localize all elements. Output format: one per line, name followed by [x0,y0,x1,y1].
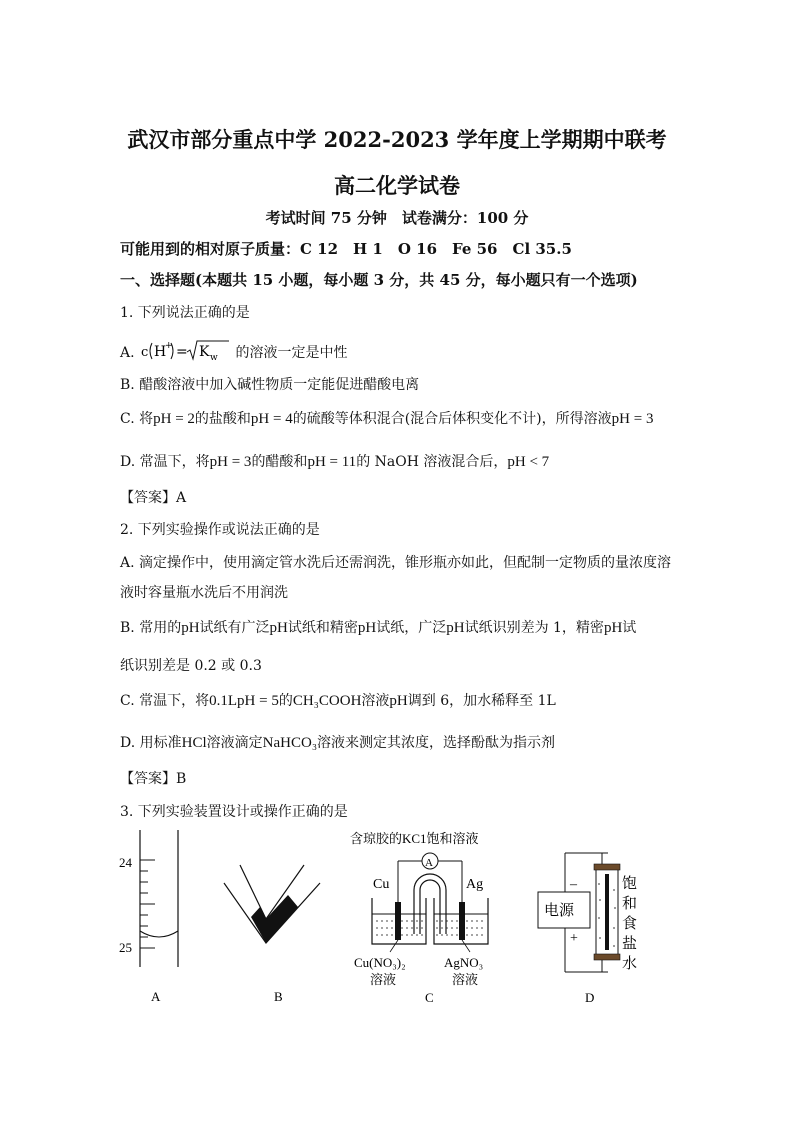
svg-text:w: w [210,353,218,363]
q1-option-a [120,338,347,364]
q2-b-ph-3: pH [357,620,377,636]
q2-b-part5: 试纸识别差为 1，精密 [464,620,604,636]
exam-title: 武汉市部分重点中学 2022-2023 学年度上学期期中联考 [127,127,667,152]
right-metal-label: Ag [466,877,484,892]
left-solution-formula: Cu(NO₃)₂ [354,955,406,970]
q2-b-ph-1: pH [181,620,200,636]
q2-b-ph-5: pH [603,620,623,636]
figure-a-label: A [151,989,161,1004]
liquid-label-3: 食 [622,916,638,932]
q1-c-ph3: pH = 3 [611,411,654,427]
exam-info: 考试时间 75 分钟 试卷满分：100 分 [265,209,529,227]
q2-c-part3: 溶液 [361,693,390,709]
liquid-label-5: 水 [622,956,638,972]
q1-d-ph3: pH = 3 [209,454,252,470]
q2-c-ph: pH [389,693,408,709]
minus-sign: – [570,877,577,892]
q2-b-part2: 试纸有广泛 [199,620,270,636]
svg-text:c: c [141,345,149,360]
left-solution-word: 溶液 [370,972,397,987]
q3-stem: 3. 下列实验装置设计或操作正确的是 [120,804,348,820]
liquid-label-1: 饱 [622,876,638,892]
q2-answer: 【答案】B [120,771,187,787]
figure-a-burette [115,825,195,1014]
svg-text:K: K [199,344,210,360]
burette-tick-25: 25 [119,940,132,955]
q1-a-text: 的溶液一定是中性 [235,345,348,361]
q1-d-ph11: pH = 11 [307,454,357,470]
q2-c-part2: 的 [278,693,293,709]
q1-c-part1: C. 将 [120,411,154,427]
q1-option-b: B. 醋酸溶液中加入碱性物质一定能促进醋酸电离 [120,377,420,393]
q2-b-part4: 试纸，广泛 [376,620,447,636]
liquid-label-2: 和 [622,896,638,912]
q2-b-ph-4: pH [446,620,465,636]
q1-c-ph2: pH = 2 [153,411,195,427]
q2-stem: 2. 下列实验操作或说法正确的是 [120,522,320,538]
right-solution-formula: AgNO₃ [444,955,484,970]
q2-b-part3: 试纸和精密 [287,620,358,636]
q1-c-part2: 的盐酸和 [194,411,251,427]
power-source-label: 电源 [544,903,575,919]
q1-a-prefix: A. [120,345,135,361]
q2-b-part6: 试 [622,620,637,636]
right-solution-word: 溶液 [452,972,479,987]
q2-option-c [120,690,556,710]
q2-option-a-line1: A. 滴定操作中，使用滴定管水洗后还需润洗，锥形瓶亦如此，但配制一定物质的量浓度溶 [120,555,672,571]
q1-stem: 1. 下列说法正确的是 [120,305,250,321]
q1-d-part2: 的醋酸和 [251,454,308,470]
q1-c-part3: 的硫酸等体积混合(混合后体积变化不计)，所得溶液 [292,411,612,427]
plus-sign: + [570,931,578,946]
figure-d-label: D [585,990,595,1005]
svg-text:H: H [154,344,167,360]
section-heading: 一、选择题(本题共 15 小题，每小题 3 分，共 45 分，每小题只有一个选项) [120,271,638,289]
figure-b-tube [218,855,328,1014]
ammeter-label: A [425,857,433,869]
burette-tick-24: 24 [119,855,132,870]
q2-b-ph-2: pH [269,620,288,636]
liquid-label-4: 盐 [622,936,638,952]
q2-d-part1: D. 用标准 [120,735,182,751]
q2-d-hcl: HCl [181,735,207,751]
left-metal-label: Cu [373,877,390,892]
q1-c-ph4: pH = 4 [250,411,293,427]
svg-text:+: + [165,341,173,351]
q1-option-d [120,451,549,471]
q1-d-part3: 的 NaOH 溶液混合后， [356,454,508,470]
q1-answer: 【答案】A [120,490,187,506]
q2-option-b-line2: 纸识别差是 0.2 或 0.3 [120,658,262,674]
svg-text:=: = [176,344,188,360]
q2-c-part1: C. 常温下，将 [120,693,210,709]
q2-option-a-line2: 液时容量瓶水洗后不用润洗 [120,585,288,601]
q2-option-d [120,732,555,752]
figure-c-label: C [425,990,434,1005]
q2-d-part2: 溶液滴定 [206,735,263,751]
q2-c-part4: 调到 6，加水稀释至 1L [407,693,556,709]
q1-d-ph7: pH < 7 [507,454,550,470]
atomic-masses: 可能用到的相对原子质量：C 12 H 1 O 16 Fe 56 Cl 35.5 [120,240,572,258]
q2-c-volume: 0.1LpH = 5 [209,693,279,709]
q2-c-formula: CH₃COOH [292,693,362,709]
q1-d-part1: D. 常温下，将 [120,454,210,470]
ag-electrode [459,902,465,940]
q2-b-part1: B. 常用的 [120,620,182,636]
figure-b-label: B [274,989,283,1004]
q1-option-c [120,408,653,428]
electrode-rod [605,874,609,950]
exam-subtitle: 高二化学试卷 [334,173,460,198]
q1-a-formula [139,338,231,364]
figure-d-electrolysis [530,840,660,1014]
figure-c-galvanic-cell [340,826,520,1015]
q2-option-b-line1 [120,617,636,637]
q2-d-nahco3: NaHCO₃ [262,735,318,751]
cu-electrode [395,902,401,940]
salt-bridge-label: 含琼胶的KC1饱和溶液 [350,831,479,846]
q2-d-part3: 溶液来测定其浓度，选择酚酞为指示剂 [317,735,556,751]
